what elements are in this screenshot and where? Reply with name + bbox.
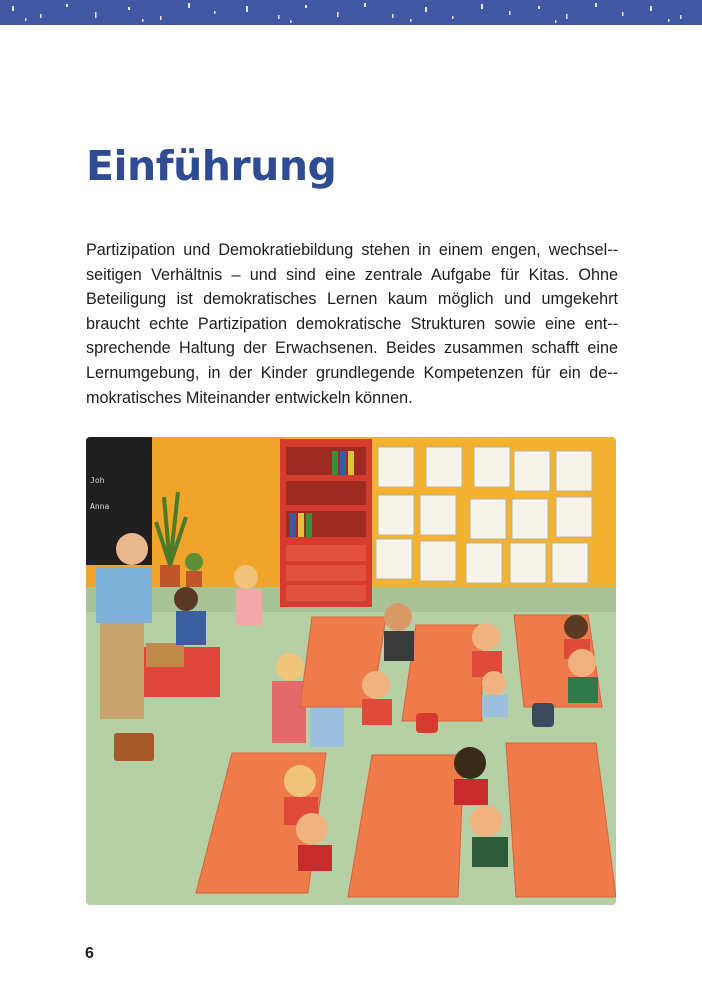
backpack	[416, 713, 438, 733]
blackboard-text-1: Joh	[90, 476, 105, 485]
speckle-pattern	[0, 0, 702, 25]
backpack	[532, 703, 554, 727]
children-drawings	[376, 447, 592, 583]
bookshelf	[280, 439, 372, 607]
classroom-illustration	[86, 437, 616, 905]
classroom-scene	[86, 437, 616, 905]
blackboard-text-2: Anna	[90, 502, 110, 511]
page-number: 6	[85, 945, 94, 962]
page-title: Einführung	[86, 142, 337, 190]
intro-paragraph: Partizipation und Demokratiebildung stehen in einem engen, wechsel-seitigen Verhältnis – und sind eine zentrale Aufgabe für Kitas. Ohne Beteiligung ist demokratisches Lernen kaum möglich und umgekehrt braucht echte Partizipation demokratische Strukturen sowie eine ent-sprechende Haltung der Erwachsenen. Beides zusammen schafft eine Lernumgebung, in der Kinder grundlegende Kompetenzen für ein de-mokratisches Miteinander entwickeln können.	[86, 241, 618, 407]
header-band	[0, 0, 702, 25]
